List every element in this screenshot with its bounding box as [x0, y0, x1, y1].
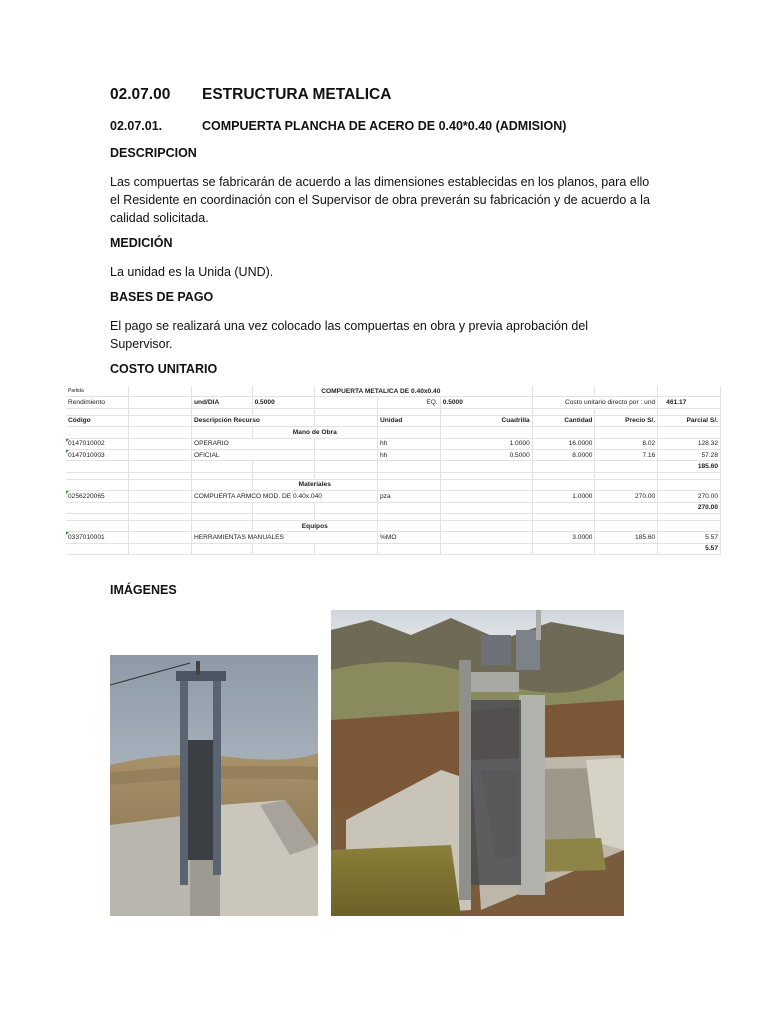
subsection-heading	[110, 119, 566, 133]
row-unidad: hh	[378, 449, 441, 460]
group-mano-de-obra: Mano de Obra	[252, 427, 377, 438]
subtotal-equipos: 5.57	[658, 543, 721, 554]
row-codigo: 0337010001	[66, 532, 129, 543]
partida-label: Partida	[66, 386, 129, 397]
costo-directo-label: Costo unitario directo por : und	[532, 397, 657, 408]
row-unidad: %MO	[378, 532, 441, 543]
row-codigo: 0147010003	[66, 449, 129, 460]
header-unidad: Unidad	[378, 415, 441, 426]
row-cuadrilla	[440, 532, 532, 543]
row-unidad: pza	[378, 491, 441, 502]
header-cantidad: Cantidad	[532, 415, 595, 426]
gate-photo-right	[331, 610, 624, 916]
row-cuadrilla: 1.0000	[440, 438, 532, 449]
section-number: 02.07.00	[110, 86, 171, 103]
row-precio: 7.16	[595, 449, 658, 460]
subtotal-mano-de-obra: 185.60	[658, 461, 721, 472]
subtotal-materiales: 270.00	[658, 502, 721, 513]
row-descripcion: OPERARIO	[191, 438, 314, 449]
row-parcial: 57.28	[658, 449, 721, 460]
header-precio: Precio S/.	[595, 415, 658, 426]
descripcion-text: Las compuertas se fabricarán de acuerdo a las dimensiones establecidas en los planos, para ello el Residente en coordinación con el Supervisor de obra preverán su fabricación y de acuerdo a la calidad solicitada.	[110, 175, 650, 225]
header-cuadrilla: Cuadrilla	[440, 415, 532, 426]
imagenes-title: IMÁGENES	[110, 583, 177, 597]
header-parcial: Parcial S/.	[658, 415, 721, 426]
row-cantidad: 16.0000	[532, 438, 595, 449]
costo-directo-value: 461.17	[658, 397, 721, 408]
row-descripcion: OFICIAL	[191, 449, 314, 460]
header-descripcion: Descripción Recurso	[191, 415, 314, 426]
bases-pago-text: El pago se realizará una vez colocado las compuertas en obra y previa aprobación del Supervisor.	[110, 319, 589, 351]
costo-unitario-title: COSTO UNITARIO	[110, 362, 218, 376]
row-codigo: 0147010002	[66, 438, 129, 449]
descripcion-title: DESCRIPCION	[110, 146, 197, 160]
eq-label: EQ.	[378, 397, 441, 408]
row-precio: 185.60	[595, 532, 658, 543]
subsection-title: COMPUERTA PLANCHA DE ACERO DE 0.40*0.40 (ADMISION)	[202, 119, 567, 133]
row-parcial: 5.57	[658, 532, 721, 543]
subsection-number: 02.07.01.	[110, 119, 163, 133]
header-codigo: Código	[66, 415, 129, 426]
medicion-title: MEDICIÓN	[110, 236, 173, 250]
eq-value: 0.5000	[440, 397, 532, 408]
section-heading	[110, 86, 391, 104]
row-cantidad: 3.0000	[532, 532, 595, 543]
table-row	[66, 449, 721, 460]
rendimiento-unit: und/DIA	[191, 397, 252, 408]
row-descripcion: COMPUERTA ARMCO MOD. DE 0.40x.040	[191, 491, 377, 502]
table-row	[66, 491, 721, 502]
row-parcial: 270.00	[658, 491, 721, 502]
partida-value: COMPUERTA METALICA DE 0.40x0.40	[315, 386, 532, 397]
section-title: ESTRUCTURA METALICA	[202, 86, 392, 103]
group-materiales: Materiales	[252, 479, 377, 490]
table-row	[66, 532, 721, 543]
bases-pago-title: BASES DE PAGO	[110, 290, 214, 304]
row-codigo: 0256220065	[66, 491, 129, 502]
row-parcial: 128.32	[658, 438, 721, 449]
row-unidad: hh	[378, 438, 441, 449]
table-row	[66, 438, 721, 449]
rendimiento-label: Rendimiento	[66, 397, 129, 408]
row-cantidad: 1.0000	[532, 491, 595, 502]
cost-table	[66, 386, 721, 558]
row-descripcion: HERRAMIENTAS MANUALES	[191, 532, 377, 543]
gate-photo-left	[110, 655, 318, 916]
row-precio: 8.02	[595, 438, 658, 449]
group-equipos: Equipos	[252, 520, 377, 531]
row-cuadrilla	[440, 491, 532, 502]
row-precio: 270.00	[595, 491, 658, 502]
rendimiento-value: 0.5000	[252, 397, 315, 408]
medicion-text: La unidad es la Unida (UND).	[110, 265, 274, 279]
row-cantidad: 8.0000	[532, 449, 595, 460]
row-cuadrilla: 0.5000	[440, 449, 532, 460]
